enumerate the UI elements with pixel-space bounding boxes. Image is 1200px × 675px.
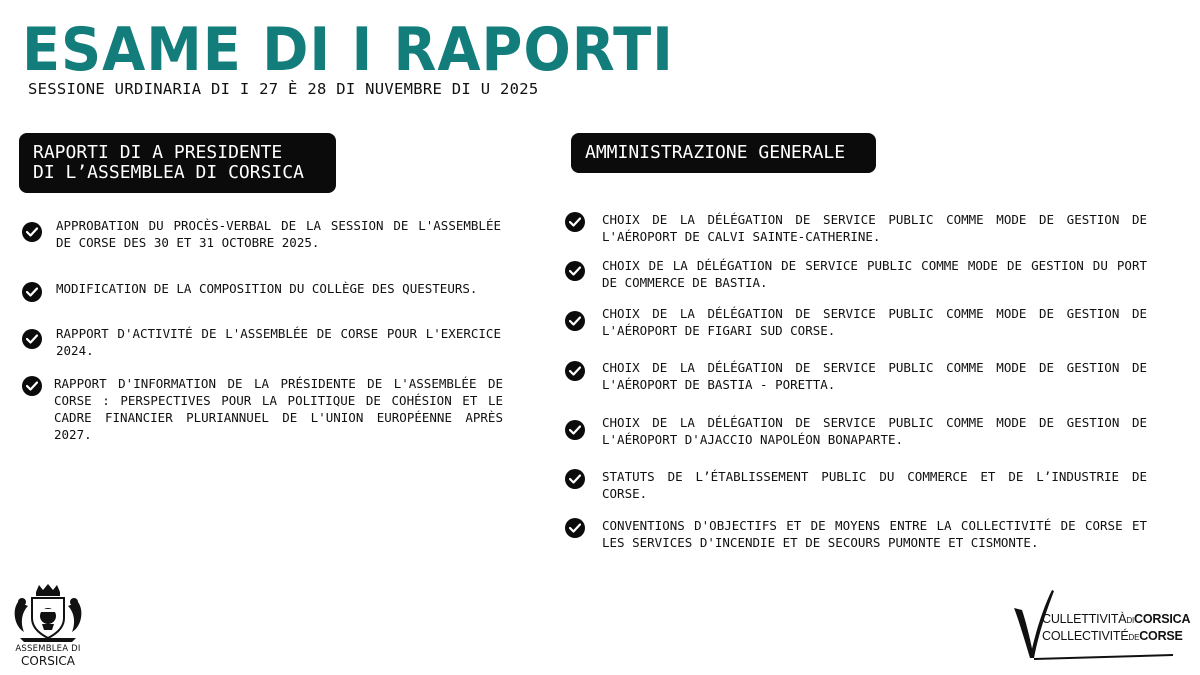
check-circle-icon	[565, 518, 585, 538]
section-heading-administration: AMMINISTRAZIONE GENERALE	[571, 133, 876, 173]
assemblea-logo-line1: ASSEMBLEA DI	[15, 644, 81, 654]
check-circle-icon	[565, 311, 585, 331]
assemblea-logo-line2: CORSICA	[21, 654, 75, 668]
page-subtitle: SESSIONE URDINARIA DI I 27 È 28 DI NUVEMBRE DI U 2025	[28, 80, 539, 98]
check-circle-icon	[22, 222, 42, 242]
assemblea-logo	[8, 582, 88, 670]
collectivite-logo-line1: CULLETTIVITÀDICORSICA	[1042, 612, 1191, 626]
collectivite-logo	[1008, 588, 1191, 662]
page-title: ESAME DI I RAPORTI	[22, 15, 674, 85]
check-circle-icon	[22, 329, 42, 349]
collectivite-logo-line2: COLLECTIVITÉDECORSE	[1042, 629, 1183, 643]
check-circle-icon	[565, 212, 585, 232]
check-circle-icon	[22, 376, 42, 396]
check-circle-icon	[565, 361, 585, 381]
check-circle-icon	[565, 420, 585, 440]
section-heading-president: RAPORTI DI A PRESIDENTE DI L’ASSEMBLEA DI CORSICA	[19, 133, 336, 193]
check-circle-icon	[565, 469, 585, 489]
check-circle-icon	[565, 261, 585, 281]
check-circle-icon	[22, 282, 42, 302]
coat-of-arms-icon	[8, 582, 88, 644]
